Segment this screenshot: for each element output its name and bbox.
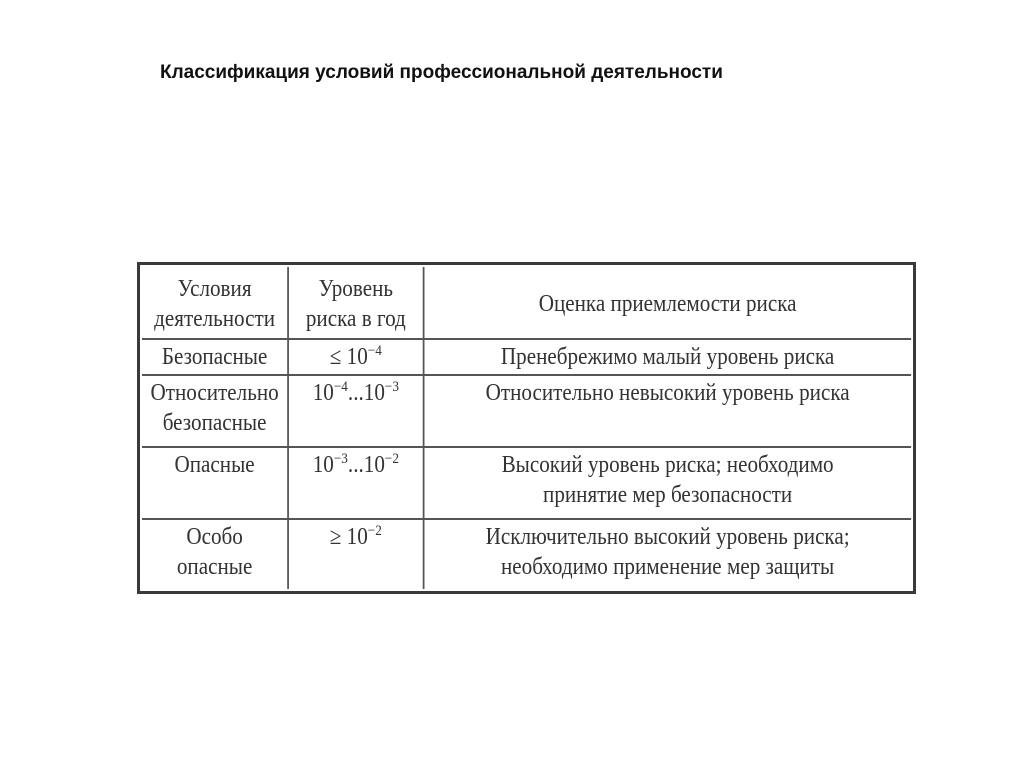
risk-exponent: −3 — [384, 379, 399, 395]
risk-base: ≥ 10 — [329, 524, 368, 550]
risk-base: 10 — [312, 452, 334, 478]
cell-condition: Особо опасные — [142, 519, 288, 589]
risk-exponent: −4 — [367, 343, 382, 359]
risk-range-sep: ...10 — [347, 380, 385, 406]
risk-table-frame — [137, 262, 916, 594]
header-risk-level: Уровень риска в год — [288, 267, 424, 339]
header-conditions: Условия деятельности — [142, 267, 288, 339]
cell-risk-level — [288, 375, 424, 447]
risk-exponent: −2 — [384, 451, 399, 467]
table-row — [142, 375, 911, 447]
cell-assessment: Относительно невысокий уровень риска — [424, 375, 911, 447]
cell-risk-level — [288, 339, 424, 375]
cell-assessment: Исключительно высокий уровень риска; необходимо применение мер защиты — [424, 519, 911, 589]
table-header-row — [142, 267, 911, 339]
cell-condition: Безопасные — [142, 339, 288, 375]
risk-base: 10 — [312, 380, 334, 406]
cell-assessment: Пренебрежимо малый уровень риска — [424, 339, 911, 375]
table-row — [142, 519, 911, 589]
table-row — [142, 339, 911, 375]
risk-exponent: −3 — [333, 451, 348, 467]
cell-risk-level — [288, 519, 424, 589]
risk-classification-table — [142, 267, 911, 589]
cell-condition: Опасные — [142, 447, 288, 519]
slide-title: Классификация условий профессиональной деятельности — [160, 62, 723, 83]
table-row — [142, 447, 911, 519]
cell-risk-level — [288, 447, 424, 519]
risk-base: ≤ 10 — [329, 344, 368, 370]
cell-condition: Относительно безопасные — [142, 375, 288, 447]
cell-assessment: Высокий уровень риска; необходимо принятие мер безопасности — [424, 447, 911, 519]
risk-exponent: −4 — [333, 379, 348, 395]
risk-exponent: −2 — [367, 523, 382, 539]
header-risk-assessment: Оценка приемлемости риска — [424, 267, 911, 339]
risk-range-sep: ...10 — [347, 452, 385, 478]
